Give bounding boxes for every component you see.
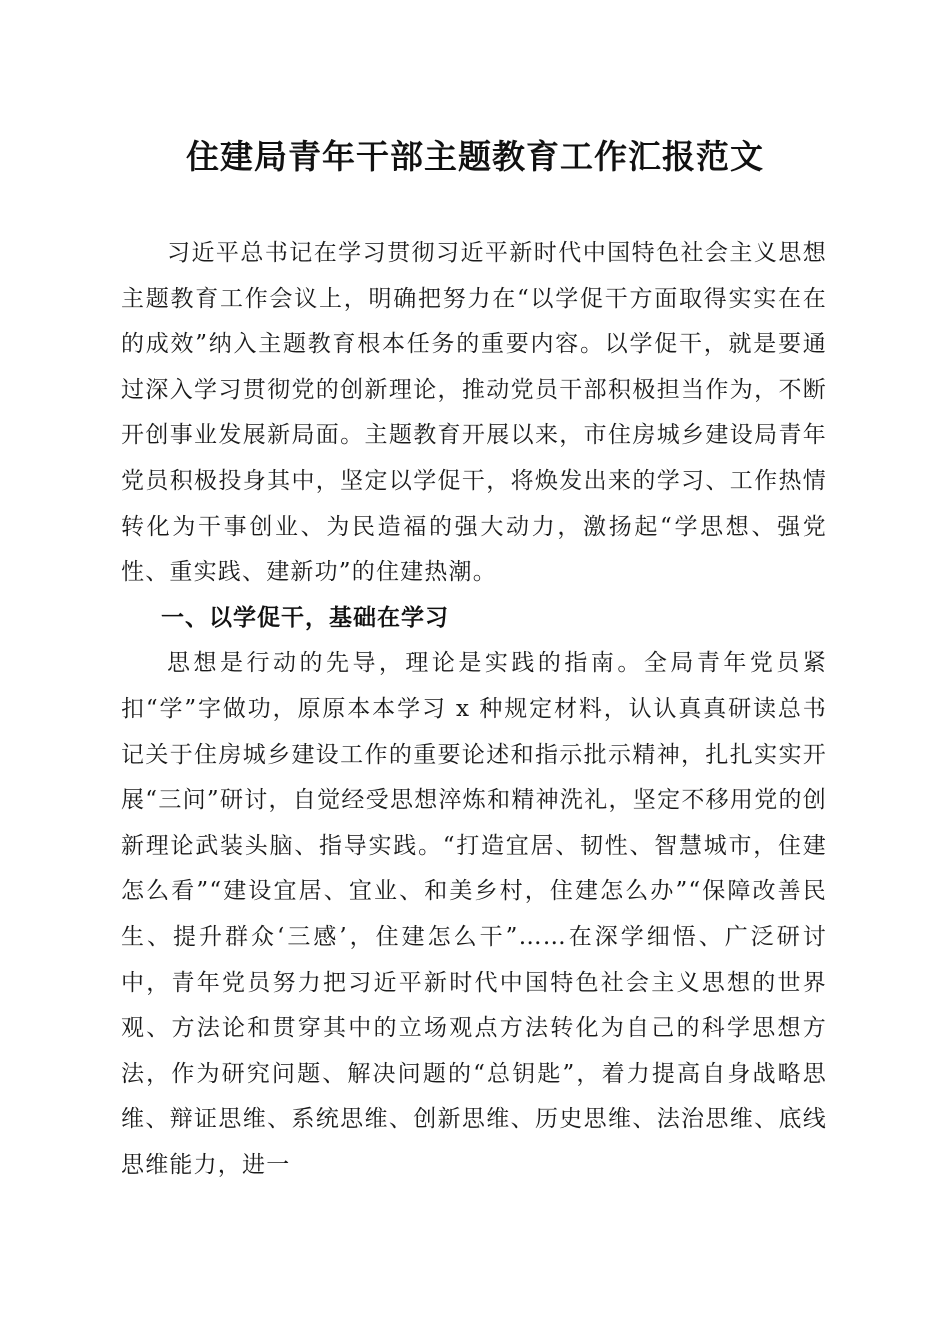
- document-title: 住建局青年干部主题教育工作汇报范文: [186, 137, 764, 176]
- intro-paragraph: 习近平总书记在学习贯彻习近平新时代中国特色社会主义思想主题教育工作会议上，明确把努力在“以学促干方面取得实实在在的成效”纳入主题教育根本任务的重要内容。以学促干，就是要通过深入学习贯彻党的创新理论，推动党员干部积极担当作为，不断开创事业发展新局面。主题教育开展以来，市住房城乡建设局青年党员积极投身其中，坚定以学促干，将焕发出来的学习、工作热情转化为干事创业、为民造福的强大动力，激扬起“学思想、强党性、重实践、建新功”的住建热潮。: [121, 240, 827, 586]
- section-heading: 一、以学促干，基础在学习: [161, 604, 449, 631]
- section-paragraph: 思想是行动的先导，理论是实践的指南。全局青年党员紧扣“学”字做功，原原本本学习 x 种规定材料，认认真真研读总书记关于住房城乡建设工作的重要论述和指示批示精神，扎扎实实开展“三问”研讨，自觉经受思想淬炼和精神洗礼，坚定不移用党的创新理论武装头脑、指导实践。“打造宜居、韧性、智慧城市，住建怎么看”“建设宜居、宜业、和美乡村，住建怎么办”“保障改善民生、提升群众‘三感’，住建怎么干”……在深学细悟、广泛研讨中，青年党员努力把习近平新时代中国特色社会主义思想的世界观、方法论和贯穿其中的立场观点方法转化为自己的科学思想方法，作为研究问题、解决问题的“总钥匙”，着力提高自身战略思维、辩证思维、系统思维、创新思维、历史思维、法治思维、底线思维能力，进一: [121, 650, 827, 1178]
- document-body: [121, 231, 827, 1188]
